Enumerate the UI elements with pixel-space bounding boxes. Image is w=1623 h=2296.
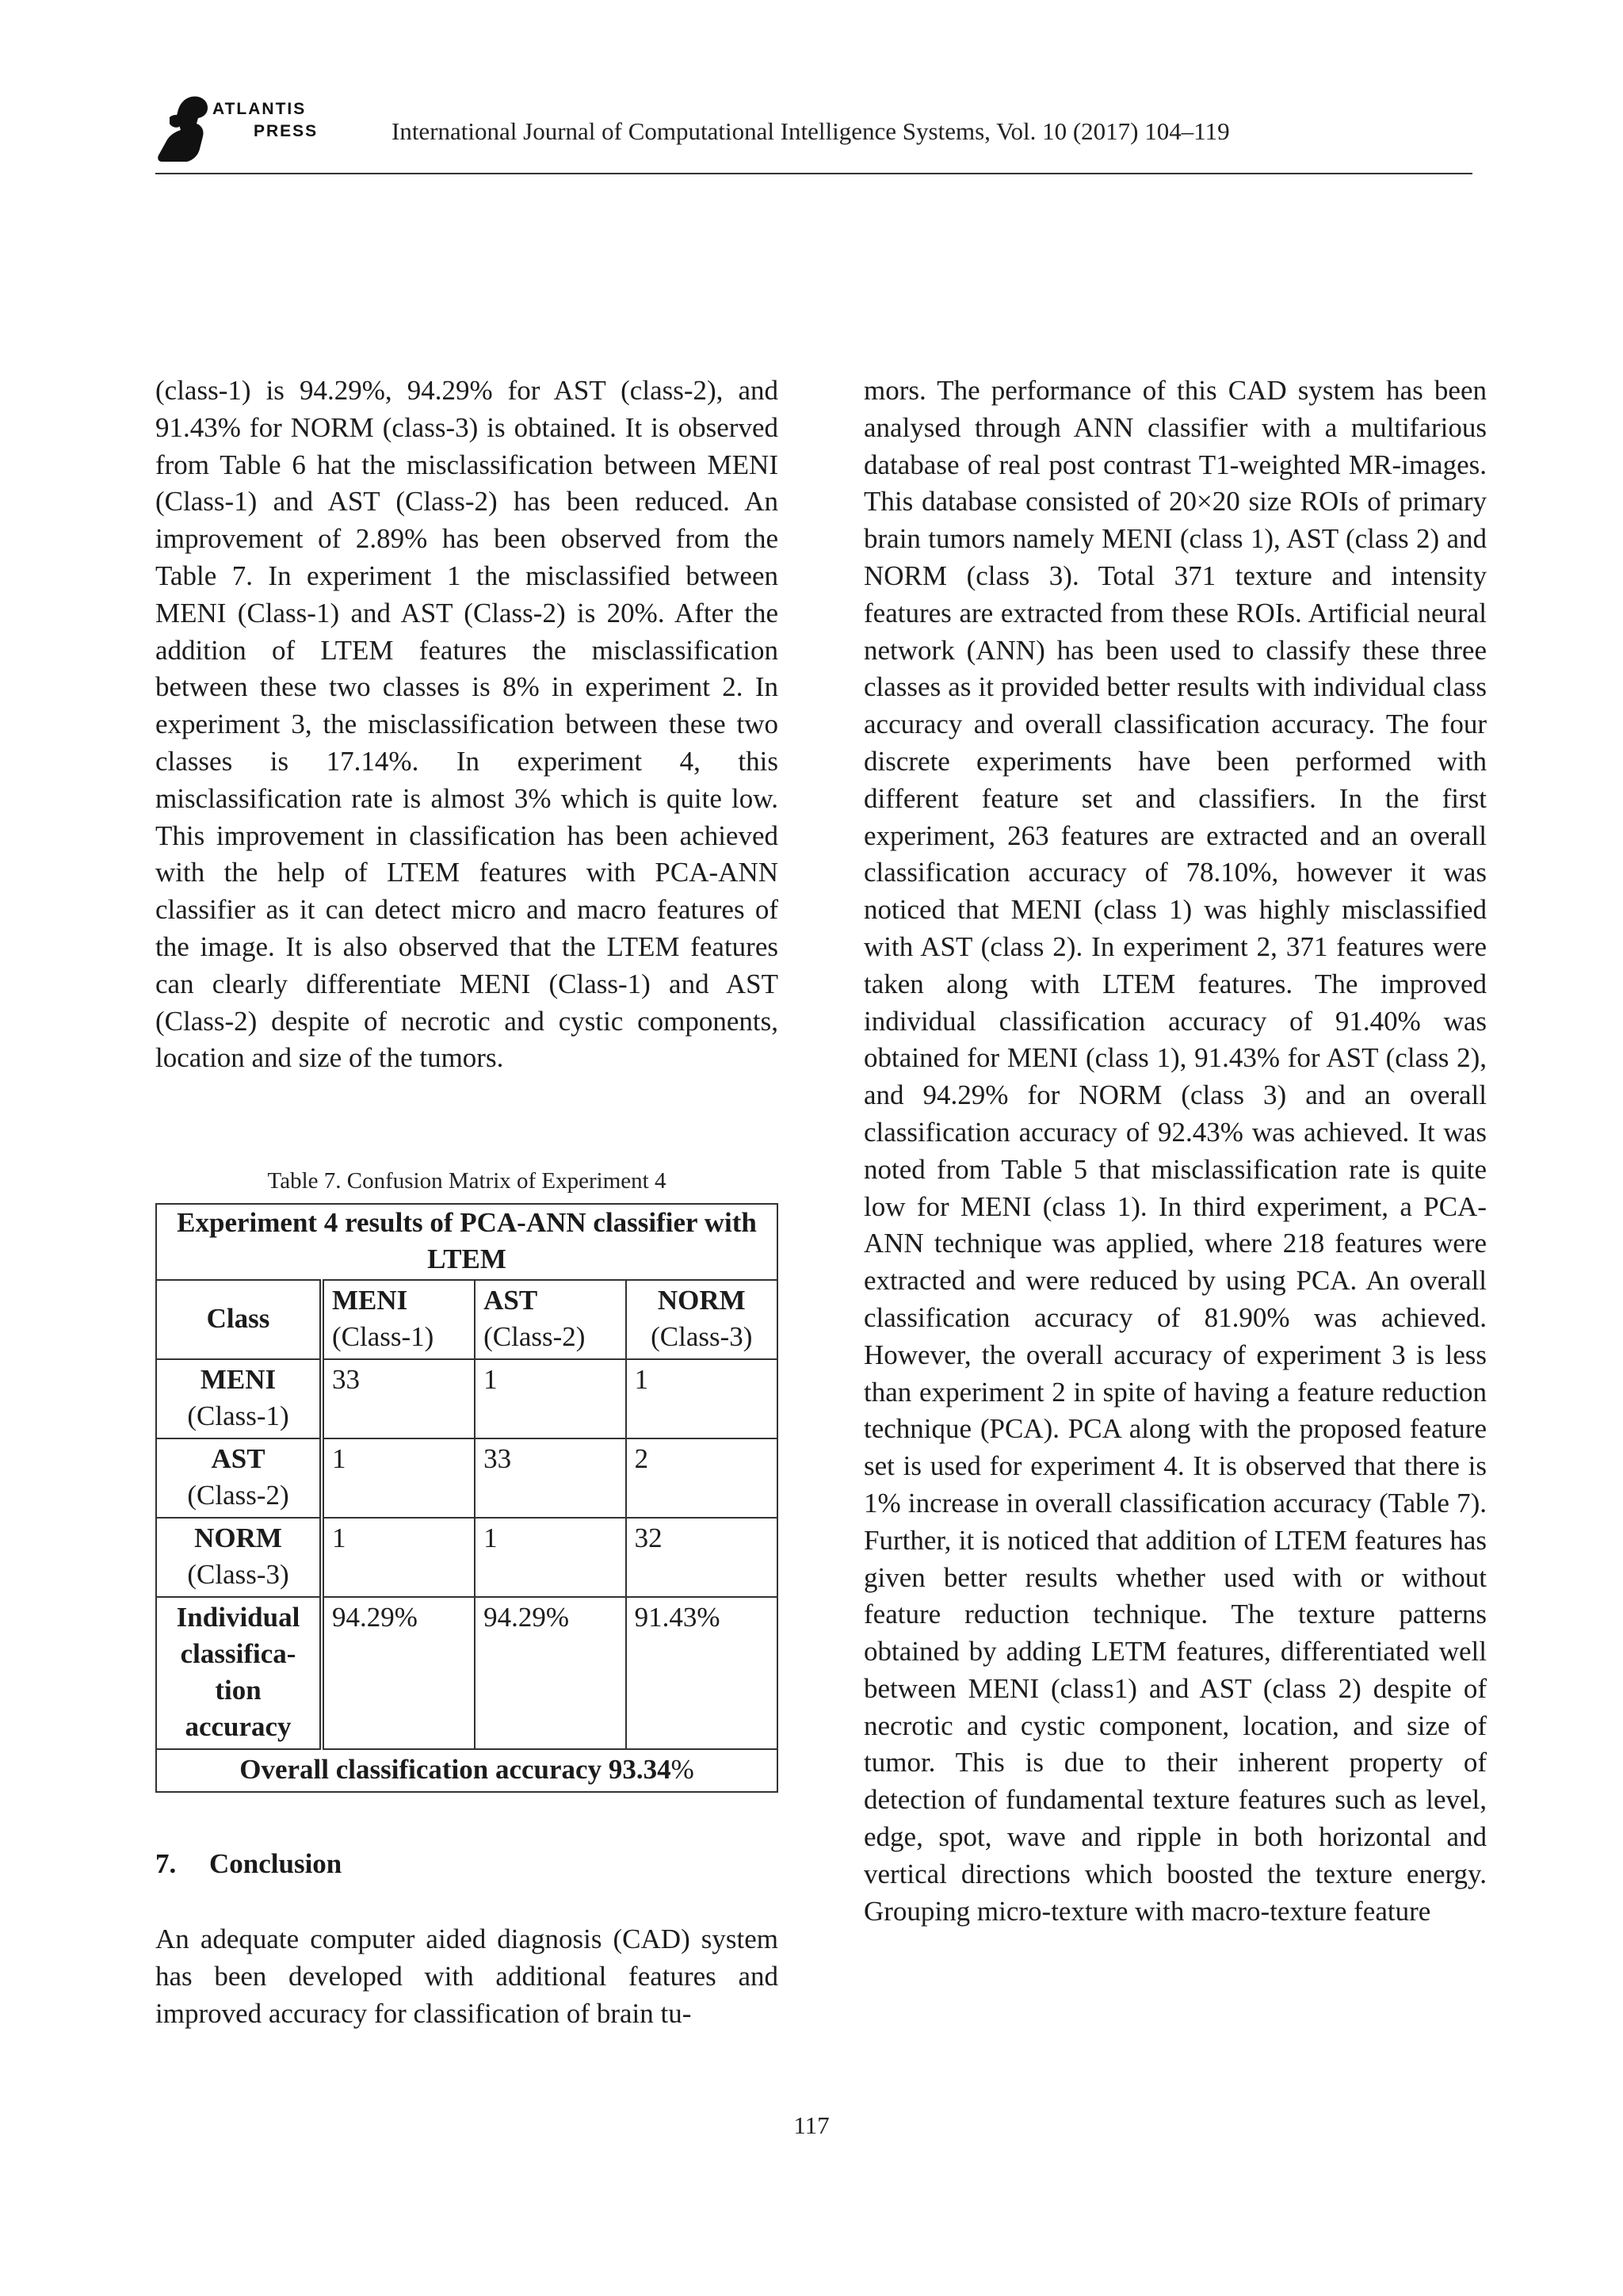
- journal-title: International Journal of Computational Intelligence Systems, Vol. 10 (2017) 104–119: [391, 117, 1230, 145]
- table-cell: 1: [475, 1518, 625, 1597]
- body-paragraph: mors. The performance of this CAD system has been analysed through ANN classifier with a multifarious database of real post contrast T1-weighted MR-images. This database consisted of 20×20 size ROIs of primary brain tumors namely MENI (class 1), AST (class 2) and NORM (class 3). Total 371 texture and intensity features are extracted from these ROIs. Artificial neural network (ANN) has been used to classify these three classes as it provided better results with individual class accuracy and overall classification accuracy. The four discrete experiments have been performed with different feature set and classifiers. In the first experiment, 263 features are extracted and an overall classification accuracy of 78.10%, however it was noticed that MENI (class 1) was highly misclassified with AST (class 2). In experiment 2, 371 features were taken along with LTEM features. The improved individual classification accuracy of 91.40% was obtained for MENI (class 1), 91.43% for AST (class 2), and 94.29% for NORM (class 3) and an overall classification accuracy of 92.43% was achieved. It was noted from Table 5 that misclassification rate is quite low for MENI (class 1). In third experiment, a PCA-ANN technique was applied, where 218 features were extracted and were reduced by using PCA. An overall classification accuracy of 81.90% was achieved. However, the overall accuracy of experiment 3 is less than experiment 2 in spite of having a feature reduction technique (PCA). PCA along with the proposed feature set is used for experiment 4. It is observed that there is 1% increase in overall classification accuracy (Table 7). Further, it is noticed that addition of LTEM features has given better results whether used with or without feature reduction technique. The texture patterns obtained by adding LETM features, differentiated well between MENI (class1) and AST (class 2) despite of necrotic and cystic component, location, and size of tumor. This is due to their inherent property of detection of fundamental texture features such as level, edge, spot, wave and ripple in both horizontal and vertical directions which boosted the texture energy. Grouping micro-texture with macro-texture feature: [864, 375, 1487, 1927]
- table-row: [156, 1438, 777, 1518]
- left-column: [155, 372, 778, 1077]
- overall-accuracy: Overall classification accuracy 93.34%: [156, 1749, 777, 1792]
- section-number: 7.: [155, 1848, 177, 1879]
- page-header: [155, 89, 1471, 176]
- atlantis-press-logo: [155, 94, 330, 165]
- row-header: MENI (Class-1): [156, 1359, 322, 1438]
- column-header: MENI (Class-1): [322, 1280, 475, 1359]
- table-cell: 1: [626, 1359, 777, 1438]
- page-number: 117: [793, 2111, 830, 2139]
- table-title: Experiment 4 results of PCA-ANN classifier with LTEM: [156, 1204, 777, 1280]
- row-header: NORM (Class-3): [156, 1518, 322, 1597]
- right-column: [864, 372, 1487, 1930]
- table-cell: 1: [322, 1438, 475, 1518]
- table-row: [156, 1518, 777, 1597]
- table-cell: 94.29%: [475, 1597, 625, 1749]
- column-header: AST (Class-2): [475, 1280, 625, 1359]
- table-cell: 1: [322, 1518, 475, 1597]
- row-header: AST (Class-2): [156, 1438, 322, 1518]
- conclusion-text: [155, 1921, 778, 2032]
- logo-word-press: PRESS: [254, 122, 319, 140]
- column-header: NORM (Class-3): [626, 1280, 777, 1359]
- table-cell: 2: [626, 1438, 777, 1518]
- table-cell: 94.29%: [322, 1597, 475, 1749]
- accuracy-label: Individual classifica-tion accuracy: [156, 1597, 322, 1749]
- table-cell: 32: [626, 1518, 777, 1597]
- table-cell: 33: [475, 1438, 625, 1518]
- body-paragraph: (class-1) is 94.29%, 94.29% for AST (class-2), and 91.43% for NORM (class-3) is obtained. It is observed from Table 6 hat the misclassification between MENI (Class-1) and AST (Class-2) has been reduced. An improvement of 2.89% has been observed from the Table 7. In experiment 1 the misclassified between MENI (Class-1) and AST (Class-2) is 20%. After the addition of LTEM features the misclassification between these two classes is 8% in experiment 2. In experiment 3, the misclassification between these two classes is 17.14%. In experiment 4, this misclassification rate is almost 3% which is quite low. This improvement in classification has been achieved with the help of LTEM features with PCA-ANN classifier as it can detect micro and macro features of the image. It is also observed that the LTEM features can clearly differentiate MENI (Class-1) and AST (Class-2) despite of necrotic and cystic components, location and size of the tumors.: [155, 375, 778, 1074]
- logo-word-atlantis: ATLANTIS: [212, 100, 307, 118]
- table-cell: 33: [322, 1359, 475, 1438]
- class-header: Class: [156, 1280, 322, 1359]
- table-cell: 91.43%: [626, 1597, 777, 1749]
- section-title: Conclusion: [209, 1848, 342, 1879]
- table-cell: 1: [475, 1359, 625, 1438]
- section-heading: [155, 1848, 342, 1880]
- table-row: [156, 1359, 777, 1438]
- confusion-matrix-table: [155, 1203, 778, 1793]
- table-row: [156, 1597, 777, 1749]
- table-caption: Table 7. Confusion Matrix of Experiment 4: [267, 1168, 666, 1194]
- thinker-logo-icon: [155, 94, 214, 165]
- header-divider: [155, 173, 1472, 174]
- body-paragraph: An adequate computer aided diagnosis (CAD) system has been developed with additional features and improved accuracy for classification of brain tu-: [155, 1924, 778, 2029]
